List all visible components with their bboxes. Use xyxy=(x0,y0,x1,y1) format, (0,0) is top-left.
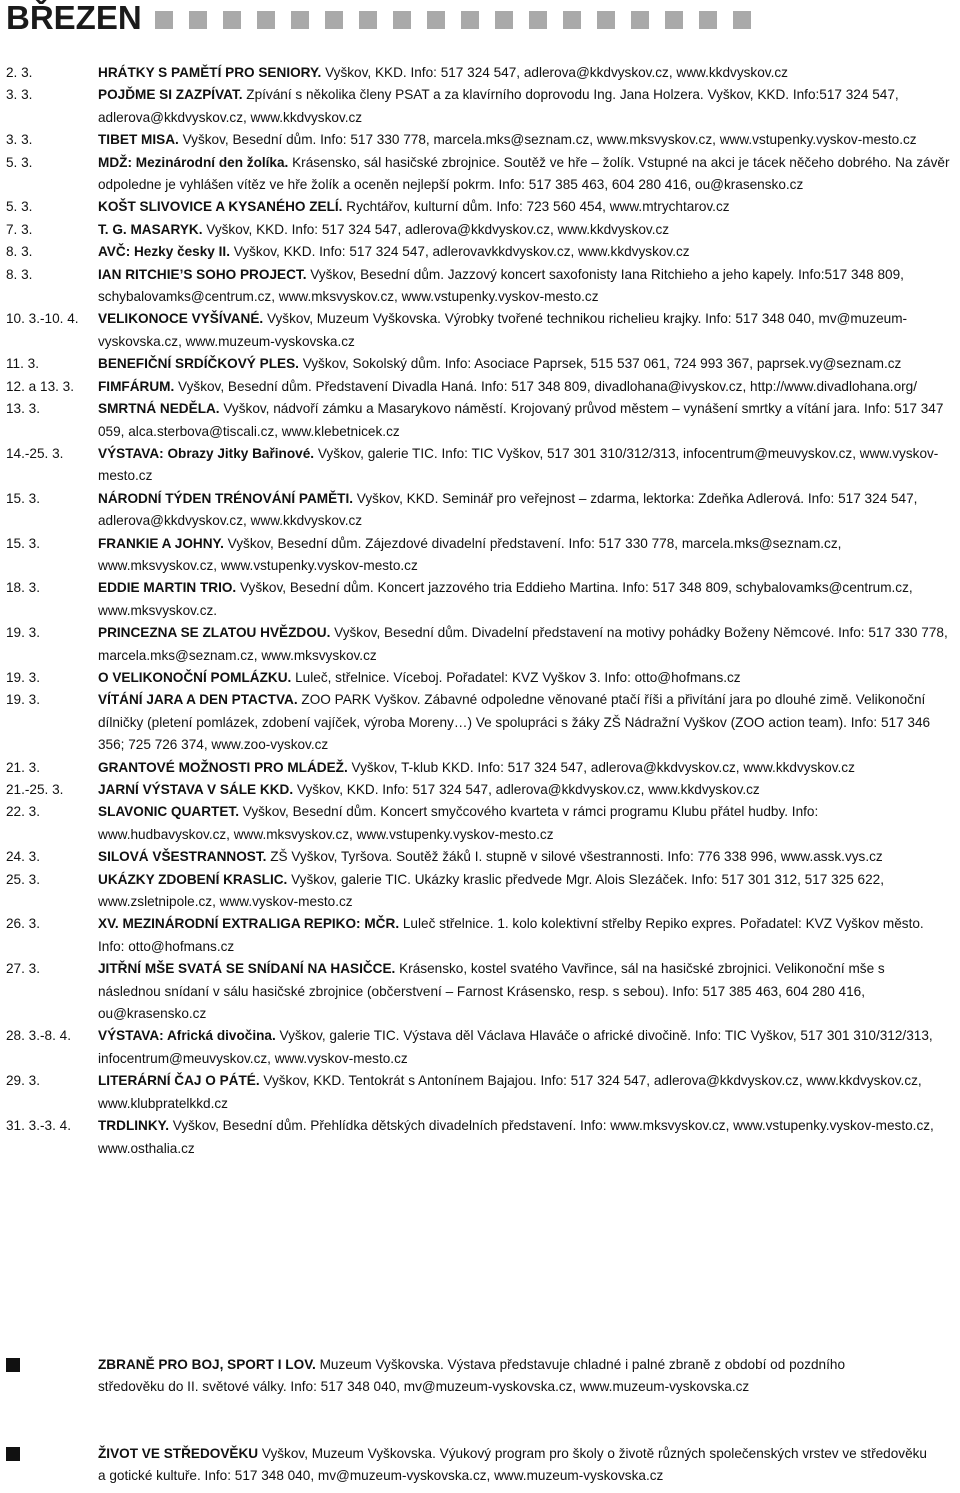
bullet-square xyxy=(0,1354,98,1399)
event-date: 8. 3. xyxy=(6,266,33,282)
event-row xyxy=(0,577,960,622)
event-title: POJĎME SI ZAZPÍVAT. xyxy=(98,87,243,103)
event-title: UKÁZKY ZDOBENÍ KRASLIC. xyxy=(98,871,288,887)
event-date: 5. 3. xyxy=(6,154,33,170)
event-date: 12. a 13. 3. xyxy=(6,378,75,394)
event-text xyxy=(98,129,950,151)
event-row xyxy=(0,308,960,353)
event-date: 25. 3. xyxy=(6,871,41,887)
event-details: Vyškov, KKD. Tentokrát s Antonínem Bajajou. Info: 517 324 547, adlerova@kkdvyskov.cz, www.kkdvyskov.cz, www.klubpratelkkd.cz xyxy=(98,1073,922,1111)
event-text xyxy=(98,846,950,868)
event-row xyxy=(0,1025,960,1070)
event-date: 21.-25. 3. xyxy=(6,782,64,797)
event-row xyxy=(0,241,960,263)
page-header xyxy=(0,0,960,40)
extra-event-title: ŽIVOT VE STŘEDOVĚKU xyxy=(98,1446,259,1461)
event-details: Vyškov, Besední dům. Zájezdové divadelní představení. Info: 517 330 778, marcela.mks@seznam.cz, www.mksvyskov.cz, www.vstupenky.vyskov-mesto.cz xyxy=(98,535,842,573)
event-row xyxy=(0,84,960,129)
event-details: Vyškov, galerie TIC. Info: TIC Vyškov, 517 301 310/312/313, infocentrum@meuvyskov.cz, www.vyskov-mesto.cz xyxy=(98,445,939,484)
event-text xyxy=(98,488,950,533)
event-text xyxy=(98,667,950,689)
event-row xyxy=(0,443,960,488)
event-text xyxy=(98,958,950,1025)
event-date: 29. 3. xyxy=(6,1073,41,1089)
header-square xyxy=(597,11,615,29)
event-row xyxy=(0,488,960,533)
event-text xyxy=(98,689,950,756)
event-text xyxy=(98,622,950,667)
event-row xyxy=(0,801,960,846)
event-date: 15. 3. xyxy=(6,535,41,551)
event-row xyxy=(0,219,960,241)
event-title: MDŽ: Mezinárodní den žolíka. xyxy=(98,154,289,170)
decorative-squares xyxy=(155,11,751,29)
event-title: JARNÍ VÝSTAVA V SÁLE KKD. xyxy=(98,782,294,797)
event-date: 19. 3. xyxy=(6,692,41,708)
event-text xyxy=(98,196,950,218)
event-list xyxy=(0,62,960,1160)
event-title: BENEFIČNÍ SRDÍČKOVÝ PLES. xyxy=(98,356,299,372)
event-row xyxy=(0,1115,960,1160)
header-square xyxy=(325,11,343,29)
event-details: Vyškov, galerie TIC. Ukázky kraslic předvede Mgr. Alois Slezáček. Info: 517 301 312, 517 325 622, www.zsletnipole.cz, www.vyskov-mesto.cz xyxy=(98,871,884,910)
event-title: AVČ: Hezky česky II. xyxy=(98,244,230,260)
event-title: TIBET MISA. xyxy=(98,132,179,148)
extra-event xyxy=(0,1443,960,1488)
header-square xyxy=(189,11,207,29)
event-text xyxy=(98,913,950,958)
event-details: ZOO PARK Vyškov. Zábavné odpoledne věnované ptačí říši a přivítání jara po dlouhé zimě. Velikonoční dílničky (pletení pomlázek, zdobení vajíček, výroba Moreny…) Ve spolupráci s žáky ZŠ Nádražní Vyškov (ZOO action team). Info: 517 346 356; 725 726 374, www.zoo-vyskov.cz xyxy=(98,692,931,753)
event-details: Vyškov, Besední dům. Koncert jazzového tria Eddieho Martina. Info: 517 348 809, schybalovamks@centrum.cz, www.mksvyskov.cz. xyxy=(98,580,913,618)
extra-event-text xyxy=(98,1354,888,1399)
event-details: Vyškov, T-klub KKD. Info: 517 324 547, adlerova@kkdvyskov.cz, www.kkdvyskov.cz xyxy=(347,759,855,775)
event-details: Vyškov, KKD. Info: 517 324 547, adlerova@kkdvyskov.cz, www.kkdvyskov.cz xyxy=(202,221,670,237)
event-title: VÝSTAVA: Africká divočina. xyxy=(98,1028,276,1044)
event-row xyxy=(0,846,960,868)
event-details: Vyškov, galerie TIC. Výstava děl Václava Hlaváče o africké divočině. Info: TIC Vyškov, 517 301 310/312/313, infocentrum@meuvyskov.cz, www.vyskov-mesto.cz xyxy=(98,1028,933,1066)
event-title: O VELIKONOČNÍ POMLÁZKU. xyxy=(98,669,292,685)
event-row xyxy=(0,62,960,84)
event-text xyxy=(98,264,950,309)
event-date: 2. 3. xyxy=(6,65,33,80)
event-title: FRANKIE A JOHNY. xyxy=(98,535,224,551)
event-details: Vyškov, Besední dům. Info: 517 330 778, marcela.mks@seznam.cz, www.mksvyskov.cz, www.vstupenky.vyskov-mesto.cz xyxy=(178,132,917,148)
event-text xyxy=(98,577,950,622)
event-row xyxy=(0,1070,960,1115)
event-row xyxy=(0,869,960,914)
event-title: LITERÁRNÍ ČAJ O PÁTÉ. xyxy=(98,1073,260,1089)
event-details: Vyškov, Muzeum Vyškovska. Výrobky tvořené technikou richelieu krajky. Info: 517 348 040, mv@muzeum-vyskovska.cz, www.muzeum-vyskovska.cz xyxy=(98,311,908,349)
event-text xyxy=(98,869,950,914)
header-square xyxy=(291,11,309,29)
event-date: 13. 3. xyxy=(6,401,41,417)
event-title: VÝSTAVA: Obrazy Jitky Bařinové. xyxy=(98,445,315,461)
header-square xyxy=(631,11,649,29)
extra-event-details: Muzeum Vyškovska. Výstava představuje chladné i palné zbraně z období od pozdního středověku do II. světové války. Info: 517 348 040, mv@muzeum-vyskovska.cz, www.muzeum-vyskovska.cz xyxy=(98,1357,846,1395)
event-date: 26. 3. xyxy=(6,916,41,932)
event-text xyxy=(98,219,950,241)
header-square xyxy=(699,11,717,29)
event-row xyxy=(0,196,960,218)
event-row xyxy=(0,264,960,309)
event-text xyxy=(98,152,950,197)
event-title: SLAVONIC QUARTET. xyxy=(98,804,239,820)
event-date: 27. 3. xyxy=(6,961,41,977)
event-title: XV. MEZINÁRODNÍ EXTRALIGA REPIKO: MČR. xyxy=(98,916,400,932)
extra-event-text xyxy=(98,1443,938,1488)
header-square xyxy=(665,11,683,29)
event-date: 14.-25. 3. xyxy=(6,445,64,461)
extra-event-details: Vyškov, Muzeum Vyškovska. Výukový program pro školy o životě různých společenských vrstev ve středověku a gotické kultuře. Info: 517 348 040, mv@muzeum-vyskovska.cz, www.muzeum-vyskovska.cz xyxy=(98,1446,927,1484)
event-text xyxy=(98,376,950,398)
event-date: 3. 3. xyxy=(6,87,33,103)
event-date: 3. 3. xyxy=(6,132,33,148)
event-title: FIMFÁRUM. xyxy=(98,378,175,394)
event-date: 22. 3. xyxy=(6,804,41,820)
month-title: BŘEZEN xyxy=(6,0,142,36)
event-text xyxy=(98,1070,950,1115)
event-text xyxy=(98,353,950,375)
event-details: Vyškov, KKD. Seminář pro veřejnost – zdarma, lektorka: Zdeňka Adlerová. Info: 517 324 547, adlerova@kkdvyskov.cz, www.kkdvyskov.cz xyxy=(98,490,918,529)
event-details: Vyškov, KKD. Info: 517 324 547, adlerovavkkdvyskov.cz, www.kkdvyskov.cz xyxy=(229,244,690,260)
extra-event xyxy=(0,1354,960,1399)
event-text xyxy=(98,779,950,801)
event-date: 7. 3. xyxy=(6,221,33,237)
event-details: Vyškov, Sokolský dům. Info: Asociace Paprsek, 515 537 061, 724 993 367, paprsek.vy@seznam.cz xyxy=(298,356,902,372)
extra-event-title: ZBRANĚ PRO BOJ, SPORT I LOV. xyxy=(98,1357,316,1372)
header-square xyxy=(427,11,445,29)
event-row xyxy=(0,398,960,443)
event-text xyxy=(98,308,950,353)
event-row xyxy=(0,533,960,578)
event-text xyxy=(98,443,950,488)
event-details: Vyškov, KKD. Info: 517 324 547, adlerova@kkdvyskov.cz, www.kkdvyskov.cz xyxy=(321,65,788,80)
event-details: Luleč, střelnice. Víceboj. Pořadatel: KVZ Vyškov 3. Info: otto@hofmans.cz xyxy=(291,669,741,685)
event-row xyxy=(0,376,960,398)
event-details: Vyškov, Besední dům. Přehlídka dětských divadelních představení. Info: www.mksvyskov.cz, www.vstupenky.vyskov-mesto.cz, www.osthalia.cz xyxy=(98,1118,934,1156)
event-row xyxy=(0,757,960,779)
event-row xyxy=(0,913,960,958)
event-date: 21. 3. xyxy=(6,759,41,775)
header-square xyxy=(359,11,377,29)
event-details: Vyškov, Besední dům. Divadelní představení na motivy pohádky Boženy Němcové. Info: 517 330 778, marcela.mks@seznam.cz, www.mksvyskov.cz xyxy=(98,625,948,663)
event-title: EDDIE MARTIN TRIO. xyxy=(98,580,237,596)
event-text xyxy=(98,1025,950,1070)
event-date: 10. 3.-10. 4. xyxy=(6,311,79,327)
event-title: SMRTNÁ NEDĚLA. xyxy=(98,401,220,417)
event-title: KOŠT SLIVOVICE A KYSANÉHO ZELÍ. xyxy=(98,199,343,215)
event-details: Rychtářov, kulturní dům. Info: 723 560 454, www.mtrychtarov.cz xyxy=(342,199,730,215)
header-square xyxy=(495,11,513,29)
event-date: 18. 3. xyxy=(6,580,41,596)
event-details: ZŠ Vyškov, Tyršova. Soutěž žáků I. stupně v silové všestrannosti. Info: 776 338 996, www.assk.vys.cz xyxy=(266,849,883,865)
event-row xyxy=(0,622,960,667)
header-square xyxy=(223,11,241,29)
event-title: VELIKONOCE VYŠÍVANÉ. xyxy=(98,311,264,327)
bullet-square xyxy=(0,1443,98,1488)
event-details: Vyškov, Besední dům. Představení Divadla Haná. Info: 517 348 809, divadlohana@ivyskov.cz, http://www.divadlohana.org/ xyxy=(174,378,918,394)
header-square xyxy=(393,11,411,29)
event-details: Krásensko, kostel svatého Vavřince, sál na hasičské zbrojnici. Velikonoční mše s následnou snídaní v sálu hasičské zbrojnice (občerstvení – Farnost Krásensko, resp. s sebou). Info: 517 385 463, 604 280 416, ou@krasensko.cz xyxy=(98,961,885,1022)
event-details: Luleč střelnice. 1. kolo kolektivní střelby Repiko expres. Pořadatel: KVZ Vyškov město. Info: otto@hofmans.cz xyxy=(98,916,924,954)
event-row xyxy=(0,353,960,375)
event-details: Vyškov, Besední dům. Jazzový koncert saxofonisty Iana Ritchieho a jeho kapely. Info:517 348 809, schybalovamks@centrum.cz, www.mksvyskov.cz, www.vstupenky.vyskov-mesto.cz xyxy=(98,266,904,305)
event-date: 8. 3. xyxy=(6,244,33,260)
header-square xyxy=(733,11,751,29)
event-row xyxy=(0,129,960,151)
event-title: HRÁTKY S PAMĚTÍ PRO SENIORY. xyxy=(98,65,322,80)
event-text xyxy=(98,1115,950,1160)
header-square xyxy=(563,11,581,29)
event-row xyxy=(0,958,960,1025)
event-title: GRANTOVÉ MOŽNOSTI PRO MLÁDEŽ. xyxy=(98,759,348,775)
event-title: TRDLINKY. xyxy=(98,1118,169,1134)
event-row xyxy=(0,667,960,689)
event-date: 31. 3.-3. 4. xyxy=(6,1118,71,1134)
header-square xyxy=(529,11,547,29)
event-date: 24. 3. xyxy=(6,849,41,865)
event-details: Vyškov, Besední dům. Koncert smyčcového kvarteta v rámci programu Klubu přátel hudby. Info: www.hudbavyskov.cz, www.mksvyskov.cz, www.vstupenky.vyskov-mesto.cz xyxy=(98,804,819,842)
header-square xyxy=(257,11,275,29)
event-row xyxy=(0,779,960,801)
event-row xyxy=(0,689,960,756)
event-text xyxy=(98,398,950,443)
event-details: Vyškov, KKD. Info: 517 324 547, adlerova@kkdvyskov.cz, www.kkdvyskov.cz xyxy=(293,782,760,797)
event-title: JITŘNÍ MŠE SVATÁ SE SNÍDANÍ NA HASIČCE. xyxy=(98,961,396,977)
header-square xyxy=(461,11,479,29)
event-date: 28. 3.-8. 4. xyxy=(6,1028,71,1044)
event-title: NÁRODNÍ TÝDEN TRÉNOVÁNÍ PAMĚTI. xyxy=(98,490,354,506)
event-details: Zpívání s několika členy PSAT a za klavírního doprovodu Ing. Jana Holzera. Vyškov, KKD. Info:517 324 547, adlerova@kkdvyskov.cz, www.kkdvyskov.cz xyxy=(98,87,899,125)
event-text xyxy=(98,241,950,263)
event-date: 19. 3. xyxy=(6,625,41,641)
event-title: T. G. MASARYK. xyxy=(98,221,203,237)
event-text xyxy=(98,757,950,779)
event-text xyxy=(98,62,950,84)
event-text xyxy=(98,84,950,129)
event-text xyxy=(98,533,950,578)
event-date: 11. 3. xyxy=(6,356,40,372)
event-date: 5. 3. xyxy=(6,199,33,215)
event-title: PRINCEZNA SE ZLATOU HVĚZDOU. xyxy=(98,625,331,641)
event-date: 15. 3. xyxy=(6,490,41,506)
event-title: IAN RITCHIE’S SOHO PROJECT. xyxy=(98,266,307,282)
event-row xyxy=(0,152,960,197)
event-details: Krásensko, sál hasičské zbrojnice. Soutěž ve hře – žolík. Vstupné na akci je tácek něčeho dobrého. Na závěr odpoledne je vyhlášen vítěz ve hře žolík a oceněn nejlepší pokrm. Info: 517 385 463, 604 280 416, ou@krasensko.cz xyxy=(98,154,950,193)
event-details: Vyškov, nádvoří zámku a Masarykovo náměstí. Krojovaný průvod městem – vynášení smrtky a vítání jara. Info: 517 347 059, alca.sterbova@tiscali.cz, www.klebetnicek.cz xyxy=(98,401,944,439)
event-date: 19. 3. xyxy=(6,669,41,685)
event-text xyxy=(98,801,950,846)
event-title: SILOVÁ VŠESTRANNOST. xyxy=(98,849,267,865)
event-title: VÍTÁNÍ JARA A DEN PTACTVA. xyxy=(98,692,298,708)
header-square xyxy=(155,11,173,29)
